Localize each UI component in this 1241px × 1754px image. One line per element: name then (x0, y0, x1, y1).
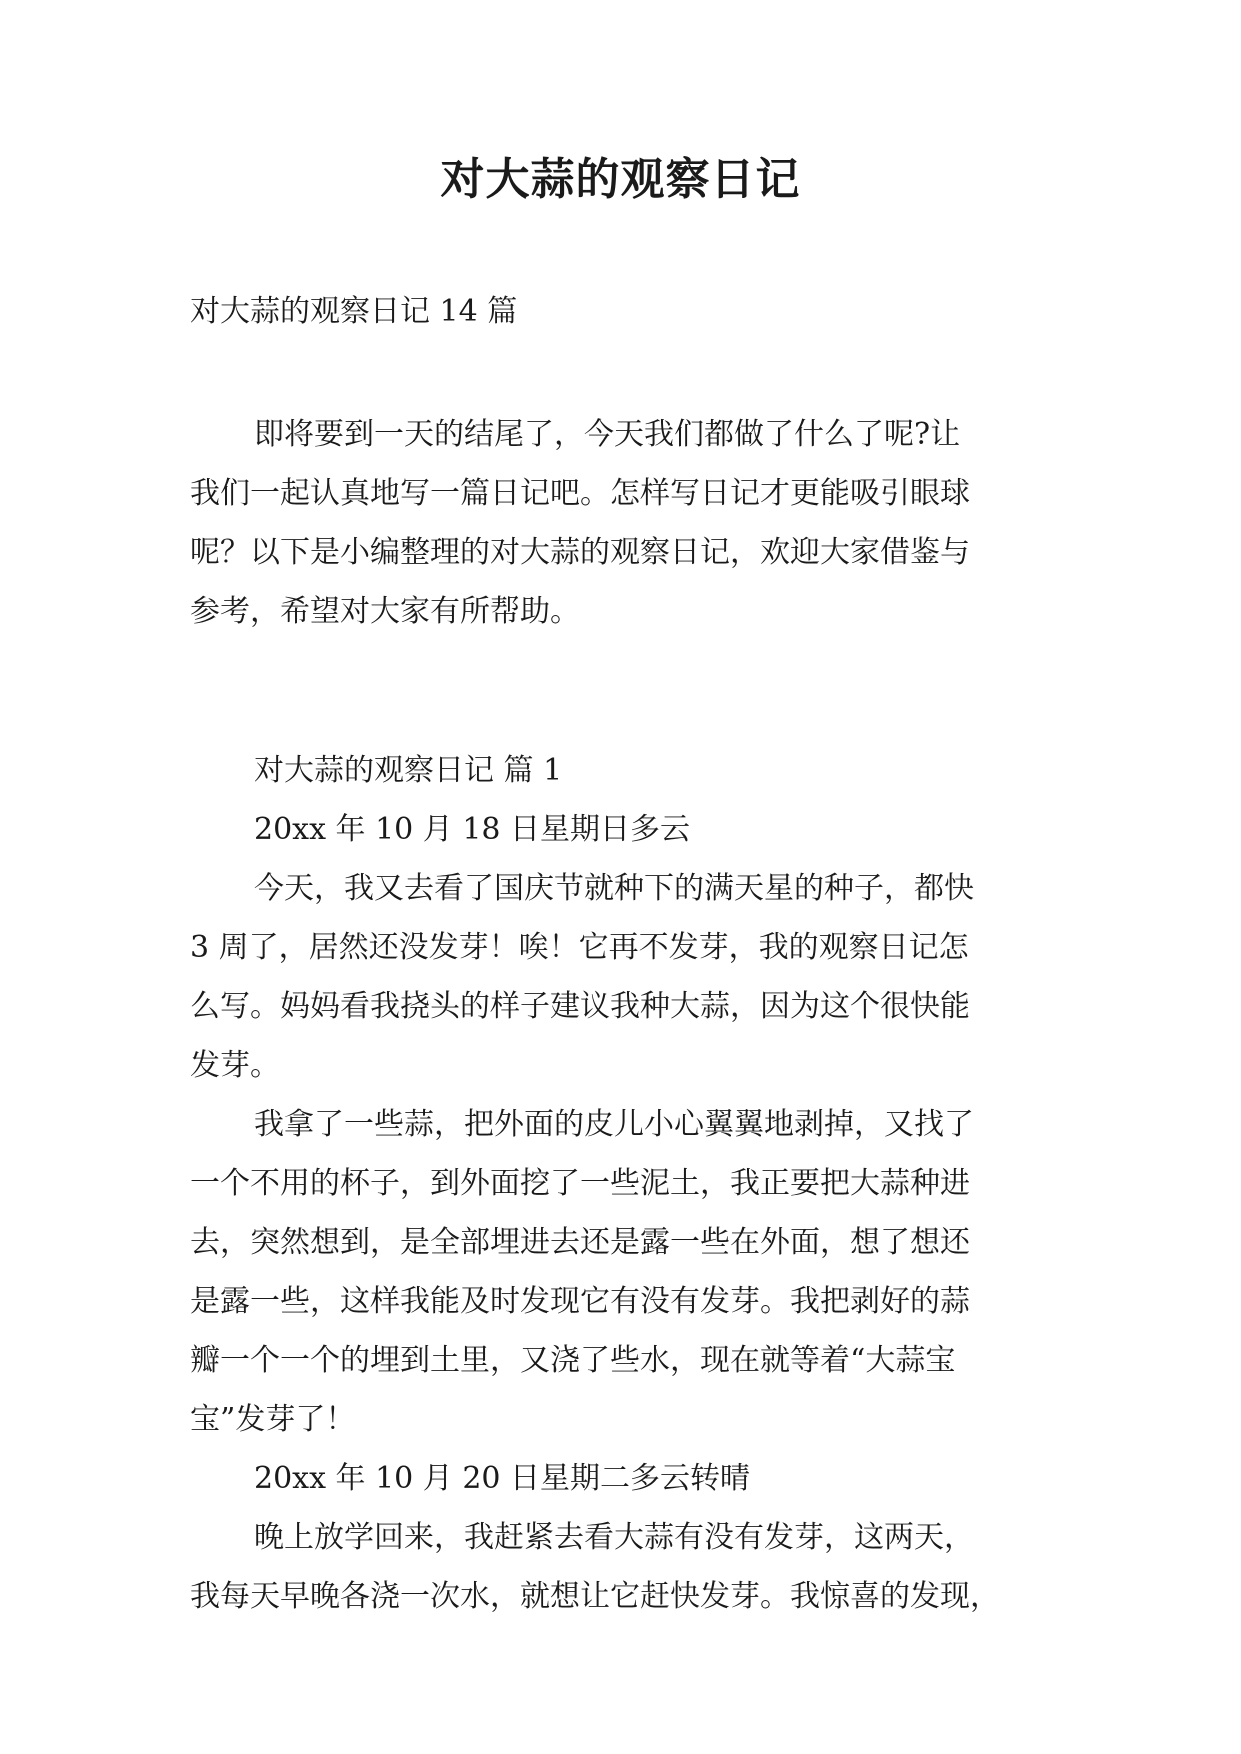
paragraph-line: 今天，我又去看了国庆节就种下的满天星的种子，都快 (254, 871, 974, 906)
section-heading: 对大蒜的观察日记 篇 1 (254, 753, 563, 788)
paragraph-line: 是露一些，这样我能及时发现它有没有发芽。我把剥好的蒜 (190, 1284, 970, 1319)
paragraph-line: 瓣一个一个的埋到土里，又浇了些水，现在就等着“大蒜宝 (190, 1343, 956, 1378)
intro-line: 我们一起认真地写一篇日记吧。怎样写日记才更能吸引眼球 (190, 476, 970, 511)
document-subtitle: 对大蒜的观察日记 14 篇 (190, 294, 518, 329)
document-title: 对大蒜的观察日记 (440, 154, 801, 205)
intro-line: 呢？以下是小编整理的对大蒜的观察日记，欢迎大家借鉴与 (190, 535, 970, 570)
intro-line: 即将要到一天的结尾了，今天我们都做了什么了呢?让 (254, 417, 961, 452)
paragraph-line: 去，突然想到，是全部埋进去还是露一些在外面，想了想还 (190, 1225, 970, 1260)
paragraph-line: 3 周了，居然还没发芽！唉！它再不发芽，我的观察日记怎 (190, 930, 969, 965)
paragraph-line: 宝”发芽了！ (190, 1402, 356, 1437)
paragraph-line: 我每天早晚各浇一次水，就想让它赶快发芽。我惊喜的发现， (190, 1579, 1000, 1614)
paragraph-line: 一个不用的杯子，到外面挖了一些泥土，我正要把大蒜种进 (190, 1166, 970, 1201)
paragraph-line: 发芽。 (190, 1048, 280, 1083)
paragraph-line: 么写。妈妈看我挠头的样子建议我种大蒜，因为这个很快能 (190, 989, 970, 1024)
entry-date: 20xx 年 10 月 18 日星期日多云 (254, 812, 691, 847)
intro-line: 参考，希望对大家有所帮助。 (190, 594, 580, 629)
document-body (190, 405, 1070, 1626)
paragraph-line: 晚上放学回来，我赶紧去看大蒜有没有发芽，这两天， (254, 1520, 974, 1555)
entry-date: 20xx 年 10 月 20 日星期二多云转晴 (254, 1461, 751, 1496)
paragraph-line: 我拿了一些蒜，把外面的皮儿小心翼翼地剥掉，又找了 (254, 1107, 974, 1142)
paragraph-gap (190, 641, 1070, 741)
